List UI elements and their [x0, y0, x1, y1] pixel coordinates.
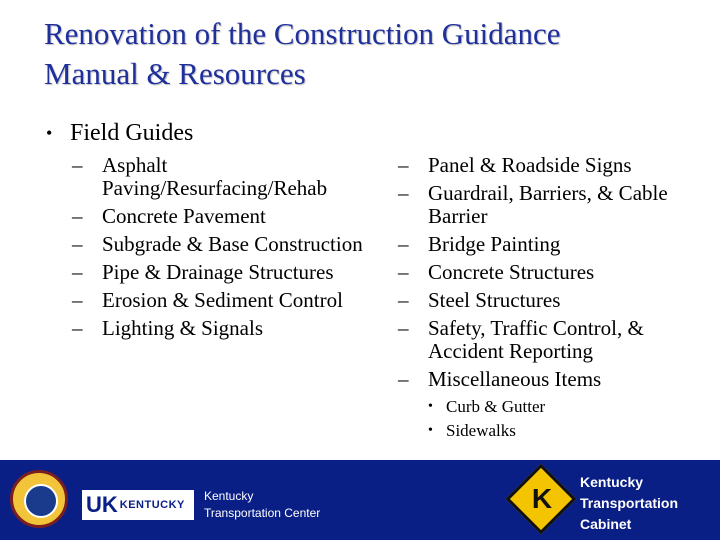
cabinet-line-3: Cabinet	[580, 516, 632, 532]
field-guides-label: Field Guides	[70, 120, 194, 146]
list-item-text: Concrete Structures	[428, 260, 595, 284]
list-item-text: Pipe & Drainage Structures	[102, 260, 334, 284]
k-sign-letter: K	[531, 483, 553, 514]
list-item-text: Asphalt Paving/Resurfacing/Rehab	[102, 153, 328, 200]
uk-logo-sub: KENTUCKY	[119, 499, 185, 511]
list-item-text: Erosion & Sediment Control	[102, 288, 343, 312]
list-item: • Sidewalks	[428, 421, 516, 440]
title-line-2: Manual & Resources	[44, 56, 306, 91]
ktc-line-1: Kentucky	[204, 489, 254, 503]
bullet-dot: •	[46, 123, 53, 143]
misc-sub-list	[428, 395, 708, 443]
uk-logo-mark: UK	[86, 492, 118, 517]
footer-bar	[0, 460, 720, 540]
list-item-text: Curb & Gutter	[446, 397, 546, 416]
left-guide-list	[72, 154, 372, 345]
right-guide-list	[398, 154, 708, 448]
ktc-line-2: Transportation Center	[204, 506, 321, 520]
list-item: – Panel & Roadside Signs	[398, 153, 632, 177]
list-item: – Erosion & Sediment Control	[72, 288, 343, 312]
list-item-text: Safety, Traffic Control, & Accident Reporting	[428, 316, 644, 363]
list-item-text: Panel & Roadside Signs	[428, 153, 632, 177]
cabinet-line-1: Kentucky	[580, 474, 644, 490]
list-item-text: Guardrail, Barriers, & Cable Barrier	[428, 181, 668, 228]
list-item: – Guardrail, Barriers, & Cable Barrier	[398, 181, 668, 228]
cabinet-name	[580, 472, 678, 535]
cabinet-line-2: Transportation	[580, 495, 679, 511]
list-item: – Pipe & Drainage Structures	[72, 260, 334, 284]
list-item-text: Subgrade & Base Construction	[102, 232, 363, 256]
list-item: – Safety, Traffic Control, & Accident Reporting	[398, 316, 644, 363]
list-item: • Curb & Gutter	[428, 397, 546, 416]
list-item: – Subgrade & Base Construction	[72, 232, 363, 256]
list-item: – Concrete Pavement	[72, 204, 266, 228]
list-item: – Concrete Structures	[398, 260, 595, 284]
list-item-text: Miscellaneous Items	[428, 367, 602, 391]
list-item-text: Bridge Painting	[428, 232, 561, 256]
kentucky-seal-icon	[10, 470, 68, 528]
list-item: – Asphalt Paving/Resurfacing/Rehab	[72, 153, 328, 200]
ktc-name	[204, 488, 320, 522]
slide-title	[44, 14, 684, 94]
list-item-text: Lighting & Signals	[102, 316, 264, 340]
list-item: – Miscellaneous Items • Curb & Gutter • Sidewalks	[398, 368, 708, 443]
list-item: – Bridge Painting	[398, 232, 561, 256]
field-guides-bullet	[46, 120, 193, 147]
list-item-text: Concrete Pavement	[102, 204, 266, 228]
list-item: – Lighting & Signals	[72, 316, 264, 340]
list-item-text: Sidewalks	[446, 421, 516, 440]
title-line-1: Renovation of the Construction Guidance	[44, 16, 561, 51]
list-item: – Steel Structures	[398, 288, 561, 312]
list-item-text: Steel Structures	[428, 288, 561, 312]
uk-logo	[82, 490, 194, 520]
